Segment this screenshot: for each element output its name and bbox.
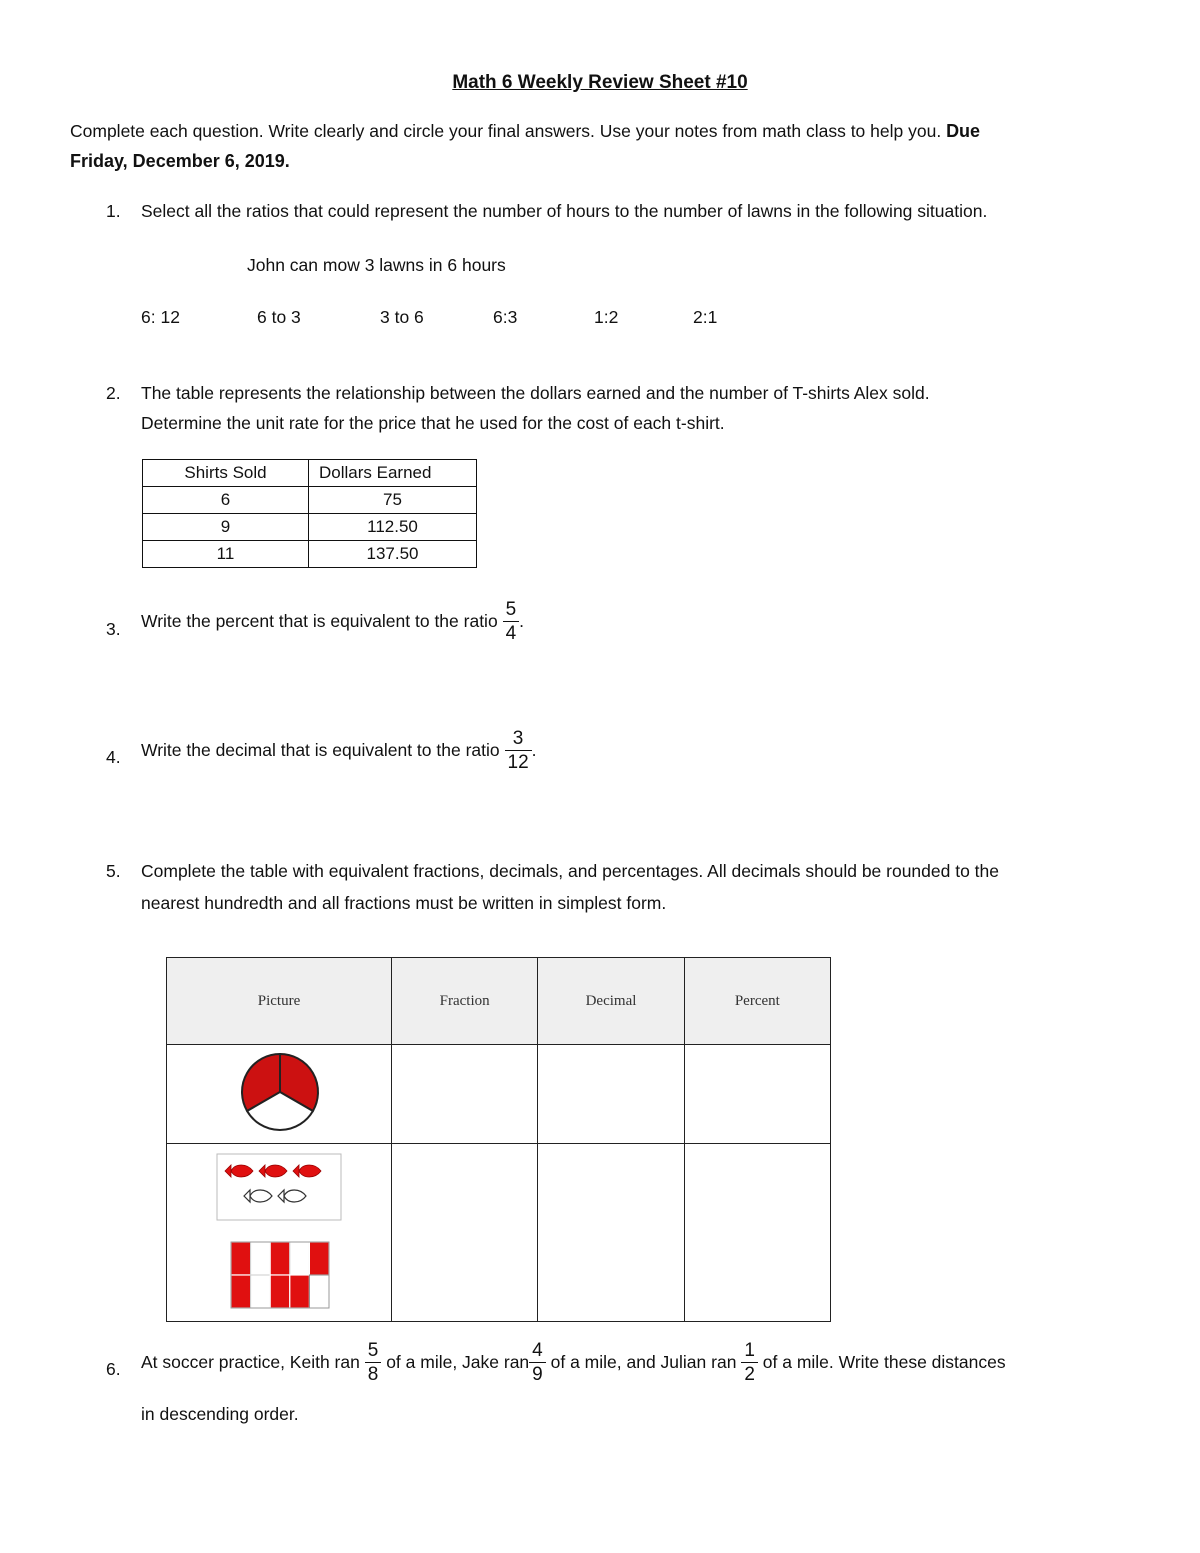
table-header: Shirts Sold — [143, 460, 309, 487]
question-3-text: Write the percent that is equivalent to the ratio — [141, 611, 498, 631]
table-header-row — [143, 460, 477, 487]
question-6-part1: At soccer practice, Keith ran — [141, 1352, 360, 1372]
instructions — [70, 121, 980, 142]
pie-circle-picture — [167, 1045, 391, 1138]
fraction-cell[interactable] — [392, 1144, 538, 1322]
denominator: 12 — [507, 752, 529, 773]
question-5-number: 5. — [106, 861, 121, 881]
ratio-option: 6 to 3 — [257, 307, 301, 327]
period: . — [531, 740, 537, 760]
fish-icon — [259, 1165, 287, 1177]
table-cell: 75 — [309, 487, 477, 514]
question-6-number: 6. — [106, 1359, 121, 1379]
due-label: Due — [946, 121, 981, 141]
numerator: 5 — [503, 600, 520, 622]
table-row — [167, 1045, 831, 1144]
question-6-part3: of a mile, and Julian ran — [550, 1352, 737, 1372]
page-title: Math 6 Weekly Review Sheet #10 — [452, 72, 748, 93]
question-2-line1: The table represents the relationship between the dollars earned and the number of T-shirts Alex sold. — [141, 383, 930, 403]
question-3-number: 3. — [106, 619, 121, 639]
period: . — [519, 611, 525, 631]
table-header: Dollars Earned — [309, 460, 477, 487]
table-header: Fraction — [392, 958, 538, 1045]
fish-outline-icon — [278, 1190, 306, 1202]
due-date: Friday, December 6, 2019. — [70, 151, 290, 171]
numerator: 5 — [365, 1341, 382, 1363]
denominator: 4 — [505, 623, 517, 644]
table-row — [143, 514, 477, 541]
picture-cell — [167, 1045, 392, 1144]
percent-cell[interactable] — [684, 1045, 830, 1144]
ratio-option: 6:3 — [493, 307, 518, 327]
question-2-number: 2. — [106, 383, 121, 403]
question-1-text: Select all the ratios that could represent the number of hours to the number of lawns in the following situation. — [141, 201, 988, 221]
jake-fraction — [529, 1341, 546, 1384]
ratio-option: 2:1 — [693, 307, 718, 327]
keith-fraction — [365, 1341, 382, 1384]
picture-cell — [167, 1144, 392, 1322]
table-cell: 112.50 — [309, 514, 477, 541]
table-row — [143, 487, 477, 514]
denominator: 2 — [744, 1364, 755, 1385]
ratio-fraction — [503, 600, 520, 643]
table-header: Picture — [167, 958, 392, 1045]
numerator: 4 — [529, 1341, 546, 1363]
ratio-option: 6: 12 — [141, 307, 180, 327]
question-4-text: Write the decimal that is equivalent to the ratio — [141, 740, 500, 760]
decimal-cell[interactable] — [538, 1045, 684, 1144]
fish-icon — [293, 1165, 321, 1177]
decimal-cell[interactable] — [538, 1144, 684, 1322]
question-5-line2: nearest hundredth and all fractions must be written in simplest form. — [141, 893, 667, 913]
ratio-option: 3 to 6 — [380, 307, 424, 327]
question-3 — [141, 600, 524, 643]
table-header: Decimal — [538, 958, 684, 1045]
question-1-number: 1. — [106, 201, 121, 221]
grid-picture — [231, 1242, 329, 1308]
table-cell: 137.50 — [309, 541, 477, 568]
question-1-situation: John can mow 3 lawns in 6 hours — [247, 255, 506, 275]
table-row — [167, 1144, 831, 1322]
question-5-line1: Complete the table with equivalent fractions, decimals, and percentages. All decimals should be rounded to the — [141, 861, 1000, 881]
julian-fraction — [741, 1341, 758, 1384]
table-header: Percent — [684, 958, 830, 1045]
fish-and-grid-pictures — [167, 1144, 391, 1316]
question-6-part4: of a mile. Write these distances — [762, 1352, 1006, 1372]
question-6-part2: of a mile, Jake ran — [386, 1352, 530, 1372]
fish-outline-icon — [244, 1190, 272, 1202]
table-cell: 11 — [143, 541, 309, 568]
ratio-option: 1:2 — [594, 307, 619, 327]
instructions-text: Complete each question. Write clearly and circle your final answers. Use your notes from math class to help you. — [70, 121, 942, 141]
question-2-line2: Determine the unit rate for the price that he used for the cost of each t-shirt. — [141, 413, 725, 433]
table-row — [143, 541, 477, 568]
numerator: 3 — [505, 729, 532, 751]
table-cell: 6 — [143, 487, 309, 514]
question-6 — [141, 1341, 1006, 1384]
shirts-table — [142, 459, 477, 568]
fish-icon — [225, 1165, 253, 1177]
question-6-line2: in descending order. — [141, 1404, 299, 1424]
numerator: 1 — [741, 1341, 758, 1363]
denominator: 8 — [367, 1364, 379, 1385]
percent-cell[interactable] — [684, 1144, 830, 1322]
ratio-fraction — [505, 729, 532, 772]
equivalents-table — [166, 957, 831, 1322]
question-4-number: 4. — [106, 747, 121, 767]
table-header-row — [167, 958, 831, 1045]
question-4 — [141, 729, 537, 772]
table-cell: 9 — [143, 514, 309, 541]
fraction-cell[interactable] — [392, 1045, 538, 1144]
denominator: 9 — [532, 1364, 543, 1385]
